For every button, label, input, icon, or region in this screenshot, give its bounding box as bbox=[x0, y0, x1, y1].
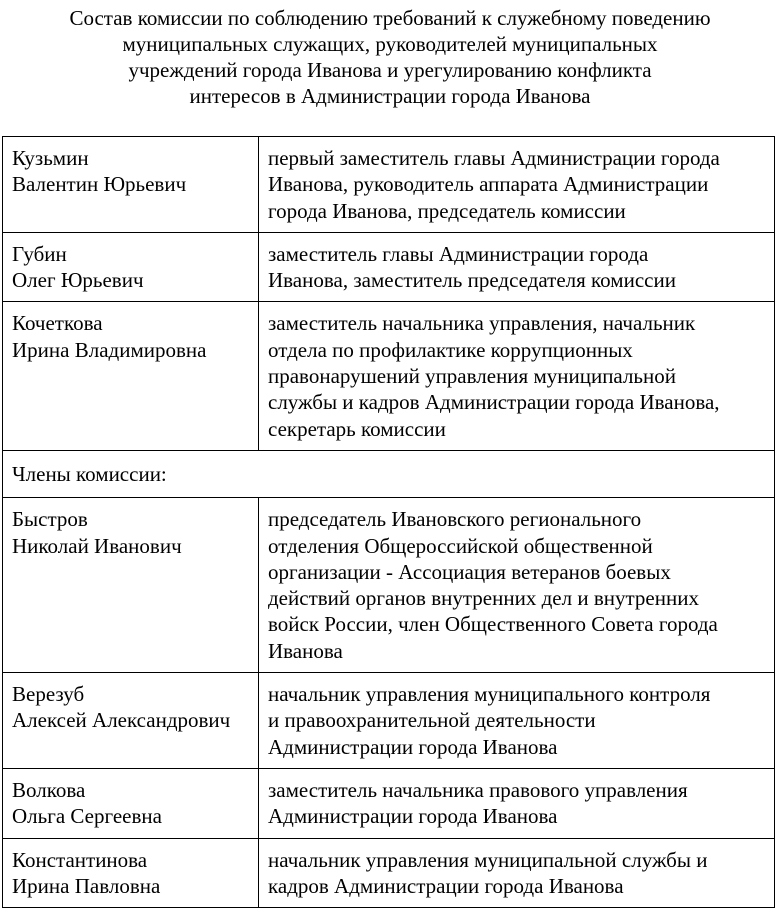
member-surname: Кочеткова bbox=[12, 311, 103, 336]
member-surname: Быстров bbox=[12, 507, 88, 532]
position-line: отдела по профилактике коррупционных bbox=[268, 337, 633, 362]
member-name-cell bbox=[3, 498, 259, 673]
member-surname: Верезуб bbox=[12, 682, 85, 707]
position-line: Администрации города Иванова bbox=[268, 804, 558, 829]
table-row bbox=[3, 838, 775, 908]
document-title bbox=[0, 5, 780, 109]
table-row bbox=[3, 137, 775, 233]
member-name-cell bbox=[3, 673, 259, 769]
position-line: начальник управления муниципальной службы и bbox=[268, 847, 708, 872]
member-name-cell bbox=[3, 768, 259, 838]
member-position-cell bbox=[259, 498, 775, 673]
member-position-cell bbox=[259, 673, 775, 769]
position-line: отделения Общероссийской общественной bbox=[268, 533, 653, 558]
position-line: начальник управления муниципального контроля bbox=[268, 682, 711, 707]
position-line: первый заместитель главы Администрации города bbox=[268, 146, 720, 170]
member-given-names: Ольга Сергеевна bbox=[12, 804, 162, 829]
table-row bbox=[3, 498, 775, 673]
position-line: Администрации города Иванова bbox=[268, 734, 558, 759]
member-given-names: Алексей Александрович bbox=[12, 708, 231, 733]
title-line: интересов в Администрации города Иванова bbox=[189, 84, 591, 108]
section-header-row bbox=[3, 450, 775, 497]
member-name-cell bbox=[3, 137, 259, 233]
table-row bbox=[3, 768, 775, 838]
member-given-names: Валентин Юрьевич bbox=[12, 172, 187, 197]
position-line: кадров Администрации города Иванова bbox=[268, 873, 624, 898]
title-line: Состав комиссии по соблюдению требований к служебному поведению bbox=[69, 6, 711, 30]
member-name-cell bbox=[3, 302, 259, 450]
member-surname: Кузьмин bbox=[12, 146, 89, 170]
member-given-names: Ирина Владимировна bbox=[12, 337, 207, 362]
member-given-names: Ирина Павловна bbox=[12, 873, 161, 898]
member-surname: Губин bbox=[12, 241, 67, 266]
member-position-cell bbox=[259, 768, 775, 838]
title-line: учреждений города Иванова и урегулированию конфликта bbox=[128, 58, 652, 82]
position-line: действий органов внутренних дел и внутренних bbox=[268, 586, 699, 611]
title-line: муниципальных служащих, руководителей муниципальных bbox=[122, 32, 658, 56]
position-line: председатель Ивановского регионального bbox=[268, 507, 642, 532]
position-line: Иванова, заместитель председателя комиссии bbox=[268, 268, 676, 293]
position-line: войск России, член Общественного Совета города bbox=[268, 612, 718, 637]
member-position-cell bbox=[259, 137, 775, 233]
position-line: и правоохранительной деятельности bbox=[268, 708, 596, 733]
position-line: заместитель начальника правового управления bbox=[268, 777, 688, 802]
member-surname: Волкова bbox=[12, 777, 86, 802]
member-position-cell bbox=[259, 302, 775, 450]
position-line: заместитель главы Администрации города bbox=[268, 241, 649, 266]
position-line: Иванова, руководитель аппарата Администрации bbox=[268, 172, 709, 197]
position-line: Иванова bbox=[268, 638, 343, 663]
table-row bbox=[3, 673, 775, 769]
member-name-cell bbox=[3, 838, 259, 908]
member-position-cell bbox=[259, 838, 775, 908]
position-line: города Иванова, председатель комиссии bbox=[268, 198, 626, 223]
position-line: организации - Ассоциация ветеранов боевых bbox=[268, 559, 671, 584]
member-position-cell bbox=[259, 232, 775, 302]
position-line: секретарь комиссии bbox=[268, 416, 446, 441]
member-given-names: Николай Иванович bbox=[12, 533, 182, 558]
position-line: заместитель начальника управления, начальник bbox=[268, 311, 696, 336]
member-name-cell bbox=[3, 232, 259, 302]
commission-members-table bbox=[2, 136, 775, 908]
position-line: службы и кадров Администрации города Иванова, bbox=[268, 390, 720, 415]
members-section-label: Члены комиссии: bbox=[3, 450, 775, 497]
table-row bbox=[3, 302, 775, 450]
position-line: правонарушений управления муниципальной bbox=[268, 364, 676, 389]
table-row bbox=[3, 232, 775, 302]
member-given-names: Олег Юрьевич bbox=[12, 268, 144, 293]
member-surname: Константинова bbox=[12, 847, 148, 872]
